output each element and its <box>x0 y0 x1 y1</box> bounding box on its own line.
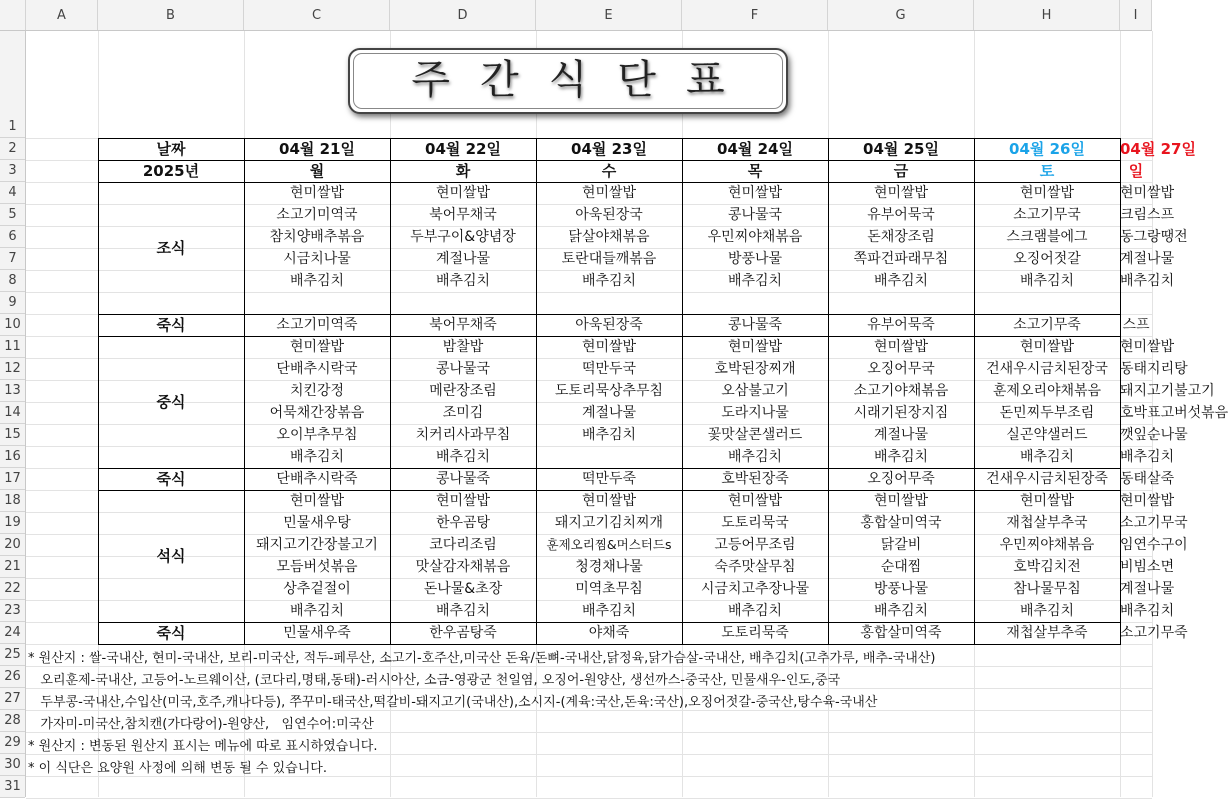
menu-item[interactable]: 배추김치 <box>727 449 783 465</box>
menu-item[interactable]: 미역초무침 <box>575 581 643 597</box>
menu-item[interactable]: 고등어무조림 <box>714 537 796 553</box>
gridline-horizontal <box>26 688 1152 689</box>
menu-item[interactable]: 소고기무국 <box>1120 515 1188 531</box>
year-label[interactable]: 2025년 <box>142 162 200 180</box>
menu-item[interactable]: 숙주맛살무침 <box>714 559 796 575</box>
note-line[interactable]: 가자미-미국산,참치캔(가다랑어)-원양산, 임연수어:미국산 <box>28 717 374 732</box>
date-cell[interactable]: 04월 23일 <box>571 140 647 158</box>
menu-item[interactable]: 배추김치 <box>289 449 345 465</box>
menu-item[interactable]: 소고기야채볶음 <box>853 383 949 399</box>
menu-item[interactable]: 돼지고기김치찌개 <box>554 515 664 531</box>
section-breakfast-porridge[interactable]: 죽식 <box>156 316 186 334</box>
weekday-cell[interactable]: 일 <box>1128 162 1144 180</box>
menu-item[interactable]: 돈민찌두부조림 <box>999 405 1095 421</box>
menu-item[interactable]: 메란장조림 <box>429 383 497 399</box>
menu-item[interactable]: 계절나물 <box>873 427 929 443</box>
menu-item[interactable]: 현미쌀밥 <box>873 339 929 355</box>
menu-item[interactable]: 현미쌀밥 <box>289 339 345 355</box>
porridge-item[interactable]: 재첩살부추죽 <box>1006 625 1088 641</box>
page-title: 주간식단표 <box>411 57 755 103</box>
row-header-7[interactable]: 7 <box>0 248 25 270</box>
menu-item[interactable]: 북어무채국 <box>429 207 497 223</box>
menu-item[interactable]: 현미쌀밥 <box>1120 185 1175 201</box>
menu-item[interactable]: 돼지고기불고기 <box>1120 383 1215 399</box>
menu-item[interactable]: 동태지리탕 <box>1120 361 1188 377</box>
menu-item[interactable]: 호박김치전 <box>1013 559 1081 575</box>
menu-item[interactable]: 현미쌀밥 <box>727 339 783 355</box>
column-header-c[interactable]: C <box>244 0 390 30</box>
section-dinner[interactable]: 석식 <box>156 547 186 565</box>
row-header-5[interactable]: 5 <box>0 204 25 226</box>
table-border <box>244 138 245 644</box>
table-border <box>536 138 537 644</box>
row-header-29[interactable]: 29 <box>0 732 25 754</box>
menu-item[interactable]: 조미김 <box>442 405 484 421</box>
menu-item[interactable]: 배추김치 <box>581 427 637 443</box>
note-line[interactable]: 두부콩-국내산,수입산(미국,호주,캐나다등), 쭈꾸미-태국산,떡갈비-돼지고기(국내산),소시지-(계육:국산,돈육:국산),오징어젓갈-중국산,탕수육-국내산 <box>28 695 878 710</box>
menu-item[interactable]: 계절나물 <box>435 251 491 267</box>
table-border <box>98 490 1121 491</box>
menu-item[interactable]: 현미쌀밥 <box>581 493 637 509</box>
section-lunch[interactable]: 중식 <box>156 393 186 411</box>
column-header-bar <box>0 0 1152 31</box>
row-header-22[interactable]: 22 <box>0 578 25 600</box>
note-line[interactable]: * 원산지 : 변동된 원산지 표시는 메뉴에 따로 표시하였습니다. <box>28 739 378 754</box>
menu-item[interactable]: 계절나물 <box>1120 251 1175 267</box>
menu-item[interactable]: 현미쌀밥 <box>727 185 783 201</box>
row-header-2[interactable]: 2 <box>0 138 25 160</box>
weekday-cell[interactable]: 월 <box>309 162 325 180</box>
row-header-23[interactable]: 23 <box>0 600 25 622</box>
porridge-item[interactable]: 민물새우죽 <box>283 625 351 641</box>
menu-item[interactable]: 현미쌀밥 <box>873 493 929 509</box>
porridge-item[interactable]: 소고기무죽 <box>1120 625 1188 641</box>
menu-item[interactable]: 배추김치 <box>873 273 929 289</box>
menu-item[interactable]: 치킨강정 <box>289 383 345 399</box>
row-header-1[interactable]: 1 <box>0 31 25 138</box>
menu-item[interactable]: 어묵채간장볶음 <box>269 405 365 421</box>
table-border <box>98 182 1121 183</box>
menu-item[interactable]: 우민찌야채볶음 <box>707 229 803 245</box>
section-breakfast[interactable]: 조식 <box>156 239 186 257</box>
menu-item[interactable]: 실곤약샐러드 <box>1006 427 1088 443</box>
porridge-item[interactable]: 유부어묵죽 <box>867 317 935 333</box>
menu-item[interactable]: 배추김치 <box>1019 603 1075 619</box>
menu-item[interactable]: 배추김치 <box>1019 449 1075 465</box>
note-line[interactable]: 오리훈제-국내산, 고등어-노르웨이산, (코다리,명태,동태)-러시아산, 소금-영광군 천일염, 오징어-원양산, 생선까스-중국산, 민물새우-인도,중국 <box>28 673 841 688</box>
menu-item[interactable]: 호박표고버섯볶음 <box>1120 405 1228 421</box>
menu-item[interactable]: 콩나물국 <box>435 361 491 377</box>
menu-item[interactable]: 닭살야채볶음 <box>568 229 650 245</box>
gridline-horizontal <box>26 710 1152 711</box>
menu-item[interactable]: 참치양배추볶음 <box>269 229 365 245</box>
menu-item[interactable]: 도라지나물 <box>721 405 789 421</box>
menu-item[interactable]: 현미쌀밥 <box>1019 185 1075 201</box>
table-border <box>98 644 1121 645</box>
row-header-19[interactable]: 19 <box>0 512 25 534</box>
porridge-item[interactable]: 오징어무죽 <box>867 471 935 487</box>
menu-item[interactable]: 참나물무침 <box>1013 581 1081 597</box>
row-header-16[interactable]: 16 <box>0 446 25 468</box>
table-border <box>98 314 1121 315</box>
menu-item[interactable]: 건새우시금치된장국 <box>986 361 1108 377</box>
porridge-item[interactable]: 동태살죽 <box>1120 471 1175 487</box>
menu-item[interactable]: 현미쌀밥 <box>581 339 637 355</box>
menu-item[interactable]: 맛살감자채볶음 <box>415 559 511 575</box>
date-label[interactable]: 날짜 <box>156 140 186 158</box>
menu-item[interactable]: 호박된장찌개 <box>714 361 796 377</box>
column-header-g[interactable]: G <box>828 0 974 30</box>
menu-item[interactable]: 계절나물 <box>1120 581 1175 597</box>
porridge-item[interactable]: 북어무채죽 <box>429 317 497 333</box>
menu-item[interactable]: 계절나물 <box>581 405 637 421</box>
menu-item[interactable]: 배추김치 <box>1120 603 1175 619</box>
menu-item[interactable]: 배추김치 <box>581 603 637 619</box>
row-header-27[interactable]: 27 <box>0 688 25 710</box>
porridge-item[interactable]: 야채죽 <box>588 625 630 641</box>
table-border <box>98 160 1121 161</box>
menu-item[interactable]: 돈나물&초장 <box>423 581 503 597</box>
menu-item[interactable]: 배추김치 <box>581 273 637 289</box>
porridge-item[interactable]: 도토리묵죽 <box>721 625 789 641</box>
menu-item[interactable]: 상추겉절이 <box>283 581 351 597</box>
table-border <box>682 138 683 644</box>
table-border <box>98 622 1121 623</box>
menu-item[interactable]: 도토리묵국 <box>721 515 789 531</box>
porridge-item[interactable]: 아욱된장죽 <box>575 317 643 333</box>
menu-item[interactable]: 배추김치 <box>435 273 491 289</box>
menu-item[interactable]: 오이부추무침 <box>276 427 358 443</box>
row-header-18[interactable]: 18 <box>0 490 25 512</box>
menu-item[interactable]: 배추김치 <box>1120 273 1175 289</box>
table-border <box>98 336 1121 337</box>
row-header-20[interactable]: 20 <box>0 534 25 556</box>
weekday-cell[interactable]: 금 <box>893 162 909 180</box>
row-header-bar <box>0 31 26 797</box>
menu-item[interactable]: 현미쌀밥 <box>1019 339 1075 355</box>
menu-item[interactable]: 시금치나물 <box>283 251 351 267</box>
menu-item[interactable]: 도토리묵상추무침 <box>554 383 664 399</box>
column-header-b[interactable]: B <box>98 0 244 30</box>
section-lunch-porridge[interactable]: 죽식 <box>156 470 186 488</box>
menu-item[interactable]: 민물새우탕 <box>283 515 351 531</box>
menu-item[interactable]: 현미쌀밥 <box>435 493 491 509</box>
menu-item[interactable]: 콩나물국 <box>727 207 783 223</box>
menu-item[interactable]: 코다리조림 <box>429 537 497 553</box>
gridline-horizontal <box>26 732 1152 733</box>
porridge-item[interactable]: 소고기미역죽 <box>276 317 358 333</box>
date-cell[interactable]: 04월 26일 <box>1009 140 1085 158</box>
column-header-e[interactable]: E <box>536 0 682 30</box>
menu-item[interactable]: 현미쌀밥 <box>289 493 345 509</box>
date-cell[interactable]: 04월 25일 <box>863 140 939 158</box>
menu-item[interactable]: 아욱된장국 <box>575 207 643 223</box>
menu-item[interactable]: 오징어무국 <box>867 361 935 377</box>
weekday-cell[interactable]: 토 <box>1039 162 1055 180</box>
column-header-d[interactable]: D <box>390 0 536 30</box>
note-line[interactable]: * 원산지 : 쌀-국내산, 현미-국내산, 보리-미국산, 적두-페루산, 소고기-호주산,미국산 돈육/돈뼈-국내산,닭정육,닭가슴살-국내산, 배추김치(고추가루, 배추-국내산) <box>28 651 936 666</box>
menu-item[interactable]: 현미쌀밥 <box>289 185 345 201</box>
row-header-21[interactable]: 21 <box>0 556 25 578</box>
table-border <box>98 468 1121 469</box>
row-header-6[interactable]: 6 <box>0 226 25 248</box>
row-header-14[interactable]: 14 <box>0 402 25 424</box>
menu-item[interactable]: 오징어젓갈 <box>1013 251 1081 267</box>
table-border <box>974 138 975 644</box>
table-border <box>1120 138 1121 644</box>
row-header-12[interactable]: 12 <box>0 358 25 380</box>
menu-item[interactable]: 현미쌀밥 <box>435 185 491 201</box>
menu-item[interactable]: 두부구이&양념장 <box>410 229 516 245</box>
menu-item[interactable]: 배추김치 <box>289 603 345 619</box>
menu-item[interactable]: 현미쌀밥 <box>727 493 783 509</box>
column-header-h[interactable]: H <box>974 0 1120 30</box>
menu-item[interactable]: 돼지고기간장불고기 <box>256 537 378 553</box>
menu-item[interactable]: 재첩살부추국 <box>1006 515 1088 531</box>
menu-item[interactable]: 우민찌야채볶음 <box>999 537 1095 553</box>
menu-item[interactable]: 훈제오리야채볶음 <box>992 383 1102 399</box>
select-all-corner[interactable] <box>0 0 26 30</box>
row-header-4[interactable]: 4 <box>0 182 25 204</box>
menu-item[interactable]: 시금치고추장나물 <box>700 581 810 597</box>
menu-item[interactable]: 배추김치 <box>727 603 783 619</box>
table-border <box>390 138 391 644</box>
date-cell[interactable]: 04월 27일 <box>1120 140 1196 158</box>
note-line[interactable]: * 이 식단은 요양원 사정에 의해 변동 될 수 있습니다. <box>28 761 327 776</box>
menu-item[interactable]: 깻잎순나물 <box>1120 427 1188 443</box>
row-header-25[interactable]: 25 <box>0 644 25 666</box>
row-header-30[interactable]: 30 <box>0 754 25 776</box>
menu-item[interactable]: 현미쌀밥 <box>1019 493 1075 509</box>
menu-item[interactable]: 배추김치 <box>435 449 491 465</box>
porridge-item[interactable]: 떡만두죽 <box>581 471 637 487</box>
menu-item[interactable]: 방풍나물 <box>873 581 929 597</box>
menu-item[interactable]: 청경채나물 <box>575 559 643 575</box>
menu-item[interactable]: 오삼불고기 <box>721 383 789 399</box>
menu-item[interactable]: 배추김치 <box>1120 449 1175 465</box>
table-border <box>98 138 99 644</box>
row-header-3[interactable]: 3 <box>0 160 25 182</box>
menu-item[interactable]: 유부어묵국 <box>867 207 935 223</box>
row-header-31[interactable]: 31 <box>0 776 25 798</box>
row-header-28[interactable]: 28 <box>0 710 25 732</box>
row-header-17[interactable]: 17 <box>0 468 25 490</box>
menu-item[interactable]: 방풍나물 <box>727 251 783 267</box>
menu-item[interactable]: 소고기미역국 <box>276 207 358 223</box>
menu-item[interactable]: 홍합살미역국 <box>860 515 942 531</box>
porridge-item[interactable]: 소고기무죽 <box>1013 317 1081 333</box>
menu-item[interactable]: 떡만두국 <box>581 361 637 377</box>
date-cell[interactable]: 04월 22일 <box>425 140 501 158</box>
menu-item[interactable]: 꽃맛살콘샐러드 <box>707 427 803 443</box>
row-header-15[interactable]: 15 <box>0 424 25 446</box>
menu-item[interactable]: 현미쌀밥 <box>1120 339 1175 355</box>
row-header-11[interactable]: 11 <box>0 336 25 358</box>
menu-item[interactable]: 배추김치 <box>727 273 783 289</box>
menu-item[interactable]: 돈채장조림 <box>867 229 935 245</box>
weekday-cell[interactable]: 수 <box>601 162 617 180</box>
row-header-26[interactable]: 26 <box>0 666 25 688</box>
porridge-item[interactable]: 단배추시락죽 <box>276 471 358 487</box>
row-header-9[interactable]: 9 <box>0 292 25 314</box>
menu-item[interactable]: 배추김치 <box>1019 273 1075 289</box>
title-box[interactable] <box>348 48 788 114</box>
menu-item[interactable]: 현미쌀밥 <box>1120 493 1175 509</box>
menu-item[interactable]: 소고기무국 <box>1013 207 1081 223</box>
column-header-a[interactable]: A <box>26 0 98 30</box>
menu-item[interactable]: 훈제오리찜&머스터드s <box>546 537 672 552</box>
gridline-horizontal <box>26 754 1152 755</box>
gridline-horizontal <box>26 776 1152 777</box>
porridge-item[interactable]: 콩나물죽 <box>727 317 783 333</box>
menu-item[interactable]: 배추김치 <box>289 273 345 289</box>
weekday-cell[interactable]: 목 <box>747 162 763 180</box>
row-header-10[interactable]: 10 <box>0 314 25 336</box>
menu-item[interactable]: 현미쌀밥 <box>873 185 929 201</box>
menu-item[interactable]: 닭갈비 <box>880 537 922 553</box>
menu-item[interactable]: 배추김치 <box>435 603 491 619</box>
menu-item[interactable]: 비빔소면 <box>1120 559 1175 575</box>
menu-item[interactable]: 배추김치 <box>873 449 929 465</box>
menu-item[interactable]: 스크램블에그 <box>1006 229 1088 245</box>
column-header-f[interactable]: F <box>682 0 828 30</box>
row-header-24[interactable]: 24 <box>0 622 25 644</box>
porridge-item[interactable]: 홍합살미역죽 <box>860 625 942 641</box>
porridge-item[interactable]: 콩나물죽 <box>435 471 491 487</box>
porridge-item[interactable]: 한우곰탕죽 <box>429 625 497 641</box>
menu-item[interactable]: 크림스프 <box>1120 207 1175 223</box>
porridge-item[interactable]: 스프 <box>1122 317 1150 333</box>
date-cell[interactable]: 04월 21일 <box>279 140 355 158</box>
menu-item[interactable]: 시래기된장지짐 <box>853 405 949 421</box>
menu-item[interactable]: 단배추시락국 <box>276 361 358 377</box>
menu-item[interactable]: 현미쌀밥 <box>581 185 637 201</box>
porridge-item[interactable]: 건새우시금치된장죽 <box>986 471 1108 487</box>
column-header-i[interactable]: I <box>1120 0 1152 30</box>
menu-item[interactable]: 모듬버섯볶음 <box>276 559 358 575</box>
menu-item[interactable]: 치커리사과무침 <box>415 427 511 443</box>
menu-item[interactable]: 밤찰밥 <box>442 339 484 355</box>
weekday-cell[interactable]: 화 <box>455 162 471 180</box>
menu-item[interactable]: 쪽파건파래무침 <box>853 251 949 267</box>
menu-item[interactable]: 한우곰탕 <box>435 515 491 531</box>
menu-item[interactable]: 순대찜 <box>880 559 922 575</box>
table-border <box>828 138 829 644</box>
porridge-item[interactable]: 호박된장죽 <box>721 471 789 487</box>
row-header-13[interactable]: 13 <box>0 380 25 402</box>
menu-item[interactable]: 임연수구이 <box>1120 537 1188 553</box>
gridline-horizontal <box>26 666 1152 667</box>
section-dinner-porridge[interactable]: 죽식 <box>156 624 186 642</box>
row-header-8[interactable]: 8 <box>0 270 25 292</box>
table-border <box>98 138 1121 139</box>
date-cell[interactable]: 04월 24일 <box>717 140 793 158</box>
menu-item[interactable]: 토란대들깨볶음 <box>561 251 657 267</box>
menu-item[interactable]: 동그랑땡전 <box>1120 229 1188 245</box>
menu-item[interactable]: 배추김치 <box>873 603 929 619</box>
